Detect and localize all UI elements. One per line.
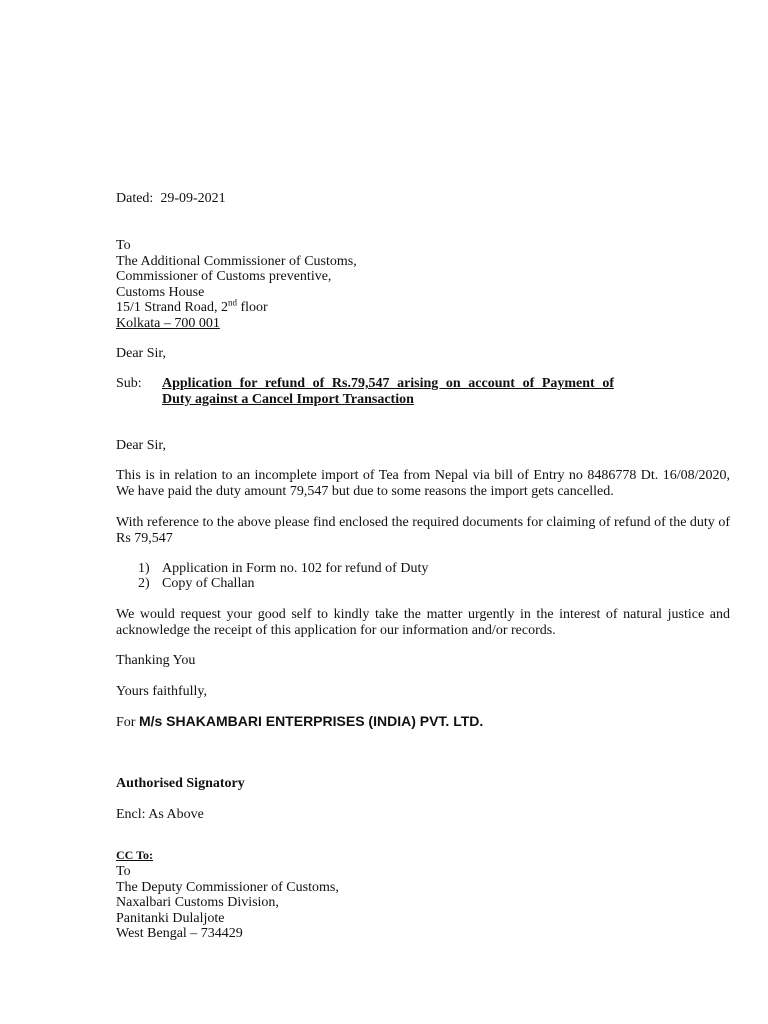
cc-line-4: West Bengal – 734429 xyxy=(116,926,243,941)
salutation-1: Dear Sir, xyxy=(116,346,166,361)
subject-text xyxy=(162,376,614,407)
cc-line-1: The Deputy Commissioner of Customs, xyxy=(116,879,339,895)
thanks-line: Thanking You xyxy=(116,653,196,668)
enclosure-item-1: 1) Application in Form no. 102 for refund of Duty xyxy=(138,561,429,576)
subject-line-2: Duty against a Cancel Import Transaction xyxy=(162,391,414,407)
salutation-2: Dear Sir, xyxy=(116,438,166,453)
cc-line-3: Panitanki Dulaljote xyxy=(116,910,225,926)
cc-address xyxy=(116,864,730,942)
to-label: To xyxy=(116,238,131,253)
recipient-line-3: Customs House xyxy=(116,284,205,300)
date-value: 29-09-2021 xyxy=(160,191,226,206)
paragraph-2: With reference to the above please find enclosed the required documents for claiming of refund of the duty of Rs 79,547 xyxy=(116,515,730,546)
for-prefix: For xyxy=(116,715,139,730)
cc-label: CC To: xyxy=(116,848,154,862)
recipient-address xyxy=(116,238,730,331)
company-line xyxy=(116,714,730,731)
closing-line: Yours faithfully, xyxy=(116,684,208,699)
recipient-address-line: 15/1 Strand Road, 2nd floor xyxy=(116,297,268,315)
recipient-line-1: The Additional Commissioner of Customs, xyxy=(116,253,357,269)
enclosure-item-2: 2) Copy of Challan xyxy=(138,576,255,591)
paragraph-1: This is in relation to an incomplete import of Tea from Nepal via bill of Entry no 8486778 Dt. 16/08/2020, We have paid the duty amount 79,547 but due to some reasons the import gets cancelled. xyxy=(116,468,730,499)
date-line xyxy=(116,191,730,207)
date-label: Dated: xyxy=(116,191,154,206)
enclosure-note: Encl: As Above xyxy=(116,807,204,822)
subject-line-1: Application for refund of Rs.79,547 arising on account of Payment of xyxy=(162,376,614,391)
cc-line-2: Naxalbari Customs Division, xyxy=(116,895,279,910)
paragraph-3: We would request your good self to kindly take the matter urgently in the interest of natural justice and acknowledge the receipt of this application for our information and/or records. xyxy=(116,607,730,638)
recipient-line-2: Commissioner of Customs preventive, xyxy=(116,269,332,284)
recipient-city: Kolkata – 700 001 xyxy=(116,315,220,331)
cc-to-label: To xyxy=(116,864,131,879)
subject-label: Sub: xyxy=(116,376,142,391)
company-name: M/s SHAKAMBARI ENTERPRISES (INDIA) PVT. LTD. xyxy=(138,713,484,729)
authorised-signatory: Authorised Signatory xyxy=(116,776,245,791)
